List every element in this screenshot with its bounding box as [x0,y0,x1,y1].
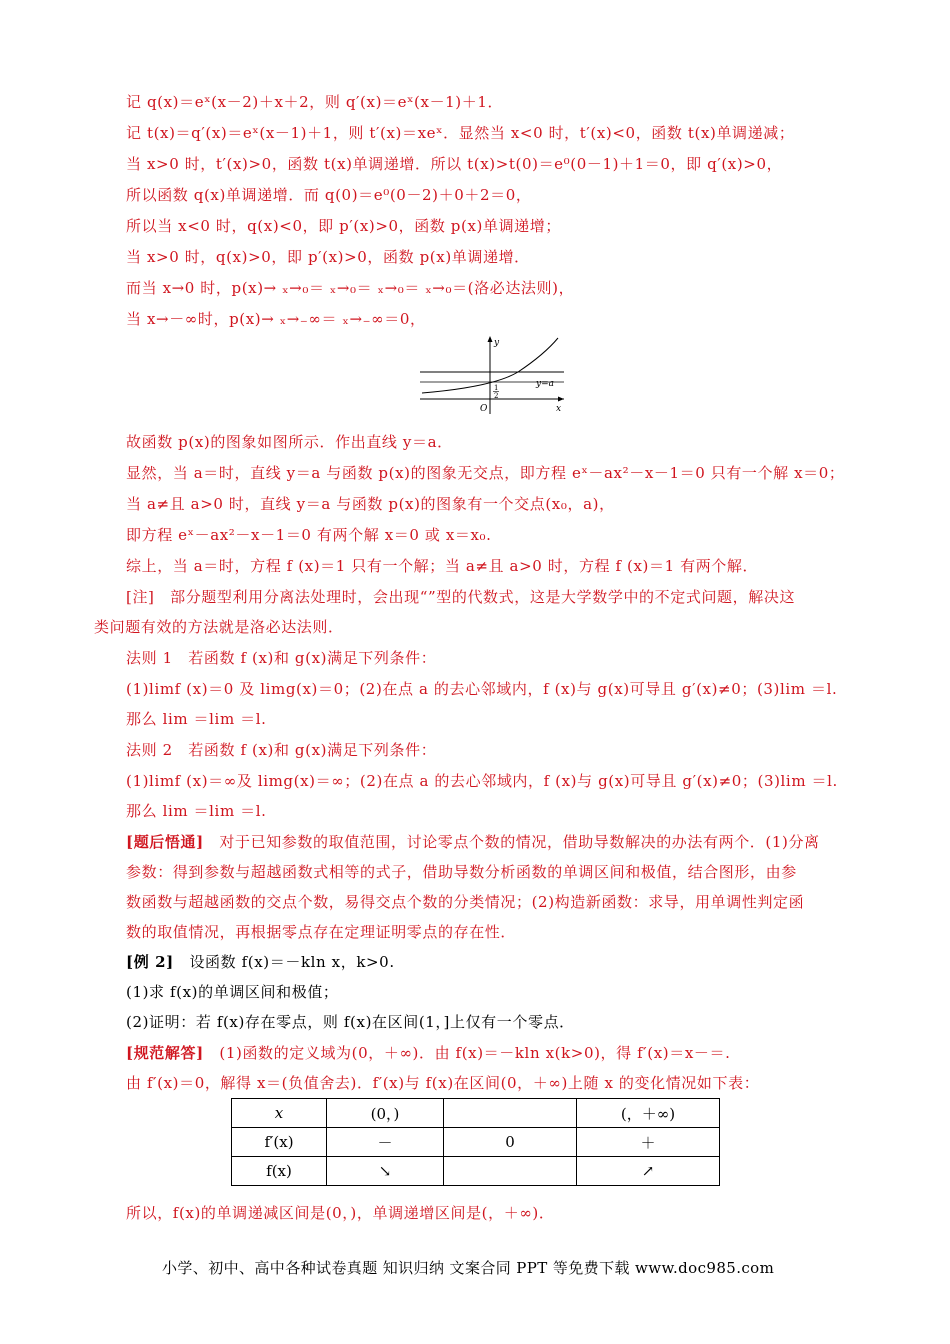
text-line-12: 即方程 eˣ－ax²－x－1＝0 有两个解 x＝0 或 x＝x₀. [126,526,492,544]
text-line-4: 所以函数 q(x)单调递增．而 q(0)＝e⁰(0－2)＋0＋2＝0， [126,186,532,204]
table-cell [444,1157,577,1186]
rule2-conditions: (1)limf (x)＝∞及 limg(x)＝∞；(2)在点 a 的去心邻域内，f (x)与 g(x)可导且 g′(x)≠0；(3)lim ＝l. [126,772,838,790]
note-line-2: 类问题有效的方法就是洛必达法则． [94,618,344,636]
example2-line [126,952,395,972]
table-cell: f′(x) [232,1128,327,1157]
text-line-1: 记 q(x)＝eˣ(x－2)＋x＋2，则 q′(x)＝eˣ(x－1)＋1． [126,93,504,111]
y-axis-label: y [494,338,500,348]
insight-line-2: 参数：得到参数与超越函数式相等的式子，借助导数分析函数的单调区间和极值，结合图形，由参 [126,863,797,881]
text-line-3: 当 x>0 时，t′(x)>0，函数 t(x)单调递增．所以 t(x)>t(0)＝e⁰(0－1)＋1＝0，即 q′(x)>0， [126,155,783,173]
table-cell: ↗ [577,1157,720,1186]
x-axis-arrow-icon [558,397,564,402]
note-line-1: [注] 部分题型利用分离法处理时，会出现“”型的代数式，这是大学数学中的不定式问题，解决这 [126,588,796,606]
table-cell: ↘ [327,1157,444,1186]
rule1-title: 法则 1 若函数 f (x)和 g(x)满足下列条件： [126,649,437,667]
text-line-2: 记 t(x)＝q′(x)＝eˣ(x－1)＋1，则 t′(x)＝xeˣ．显然当 x<0 时，t′(x)<0，函数 t(x)单调递减； [126,124,795,142]
table-cell: f(x) [232,1157,327,1186]
table-row [232,1128,720,1157]
text-line-13: 综上，当 a＝时，方程 f (x)＝1 只有一个解；当 a≠且 a>0 时，方程 f (x)＝1 有两个解． [126,557,759,575]
x-axis-label: x [556,404,562,414]
insight-label: [题后悟通] [126,833,204,851]
text-line-9: 故函数 p(x)的图象如图所示．作出直线 y＝a． [126,433,453,451]
y-axis-arrow-icon [488,336,493,342]
table-cell: x [232,1099,327,1128]
text-line-6: 当 x>0 时，q(x)>0，即 p′(x)>0，函数 p(x)单调递增． [126,248,530,266]
example2-label: [例 2] [126,953,174,971]
text-line-11: 当 a≠且 a>0 时，直线 y＝a 与函数 p(x)的图象有一个交点(x₀，a)， [126,495,615,513]
function-graph [418,332,568,416]
text-line-7: 而当 x→0 时，p(x)→ ₓ→₀＝ ₓ→₀＝ ₓ→₀＝ ₓ→₀＝(洛必达法则)， [126,279,575,297]
rule1-conclusion: 那么 lim ＝lim ＝l. [126,710,267,728]
solution-line-1 [126,1043,730,1063]
solution-line-2: 由 f′(x)＝0，解得 x＝(负值舍去)．f′(x)与 f(x)在区间(0，＋∞)上随 x 的变化情况如下表： [126,1074,760,1092]
text-line-5: 所以当 x<0 时，q(x)<0，即 p′(x)>0，函数 p(x)单调递增； [126,217,561,235]
table-row [232,1099,720,1128]
text-line-8: 当 x→－∞时，p(x)→ ₓ→₋∞＝ ₓ→₋∞＝0， [126,310,426,328]
table-cell: (0，) [327,1099,444,1128]
half-denominator: 2 [494,392,499,400]
solution-label: [规范解答] [126,1044,204,1062]
text-line-10: 显然，当 a＝时，直线 y＝a 与函数 p(x)的图象无交点，即方程 eˣ－ax²－x－1＝0 只有一个解 x＝0； [126,464,845,482]
insight-text-1: 对于已知参数的取值范围，讨论零点个数的情况，借助导数解决的办法有两个．(1)分离 [203,833,820,851]
rule1-conditions: (1)limf (x)＝0 及 limg(x)＝0；(2)在点 a 的去心邻域内，f (x)与 g(x)可导且 g′(x)≠0；(3)lim ＝l. [126,680,838,698]
page-footer: 小学、初中、高中各种试卷真题 知识归纳 文案合同 PPT 等免费下载 www.doc985.com [162,1259,775,1277]
solution-text-1: (1)函数的定义域为(0，＋∞)．由 f(x)＝－kln x(k>0)，得 f′(x)＝x－＝. [203,1044,731,1062]
insight-line-1 [126,832,820,852]
insight-line-3: 数函数与超越函数的交点个数，易得交点个数的分类情况；(2)构造新函数：求导，用单调性判定函 [126,893,805,911]
rule2-conclusion: 那么 lim ＝lim ＝l. [126,802,267,820]
example2-question-2: (2)证明：若 f(x)存在零点，则 f(x)在区间(1，]上仅有一个零点． [126,1013,575,1031]
half-numerator: 1 [494,384,499,392]
rule2-title: 法则 2 若函数 f (x)和 g(x)满足下列条件： [126,741,437,759]
table-cell [444,1099,577,1128]
insight-line-4: 数的取值情况，再根据零点存在定理证明零点的存在性． [126,923,517,941]
variation-table [231,1098,720,1186]
table-cell: ＋ [577,1128,720,1157]
table-cell: (，＋∞) [577,1099,720,1128]
table-cell: － [327,1128,444,1157]
conclusion-line: 所以，f(x)的单调递减区间是(0，)，单调递增区间是(，＋∞)． [126,1204,555,1222]
table-row [232,1157,720,1186]
origin-label: O [480,404,488,414]
example2-text: 设函数 f(x)＝－kln x，k>0. [173,953,395,971]
table-cell: 0 [444,1128,577,1157]
example2-question-1: (1)求 f(x)的单调区间和极值； [126,983,339,1001]
line-label: y=a [536,379,554,389]
